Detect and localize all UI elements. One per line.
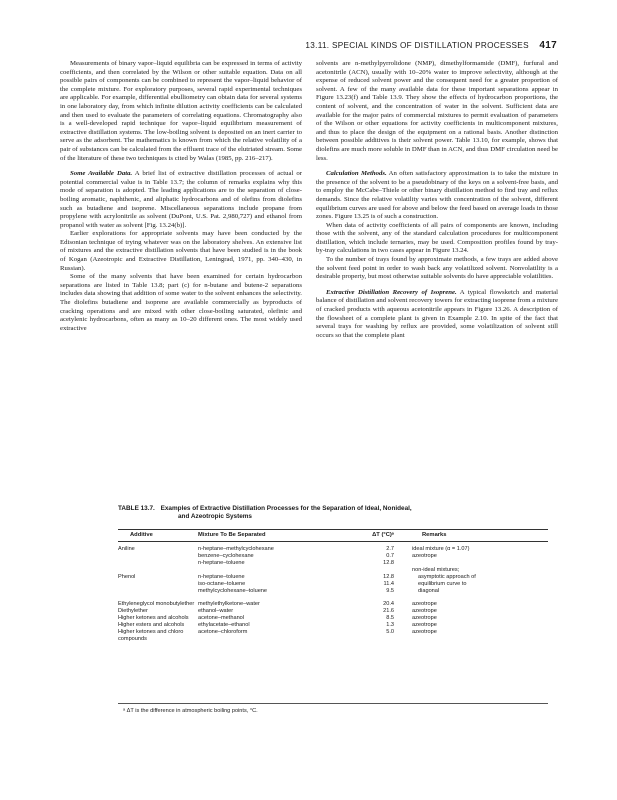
mixture-cell: methylethylketone–water: [198, 600, 260, 607]
remark-cell: azeotrope: [412, 628, 437, 635]
table-header-row: [118, 530, 548, 542]
left-column: [60, 60, 302, 333]
dt-cell: 21.6: [383, 607, 394, 614]
remark-cell: [412, 560, 548, 567]
table-row: [118, 567, 548, 574]
remark-cell: azeotrope: [412, 607, 437, 614]
data-table: [118, 529, 548, 643]
mixture-cell: n-heptane–methylcyclohexane: [198, 545, 274, 552]
running-title: 13.11. SPECIAL KINDS OF DISTILLATION PROCESSES: [305, 41, 529, 50]
page-number: 417: [539, 40, 557, 51]
table-row: [118, 608, 548, 615]
dt-cell: 11.4: [383, 580, 394, 587]
remark-cell: equilibrium curve to: [418, 580, 467, 587]
mixture-cell: iso-octane–toluene: [198, 580, 246, 587]
column-header: Mixture To Be Separated: [198, 530, 346, 542]
dt-cell: 0.7: [386, 552, 394, 559]
paragraph-text: A typical flowsketch and material balance of distillation and solvent recovery towers for extracting isoprene from a mixture of cracked products with aqueous acetonitrile appears in Figure 13.26. A description of the flowsheet of a complete plant is given in Example 2.10. In spite of the fact that several trays for washing by reflux are provided, some volatilization of solvent still occurs so that the complete plant: [316, 288, 558, 339]
table-row: [118, 546, 548, 553]
remark-cell: azeotrope: [412, 621, 437, 628]
additive-cell: Phenol: [118, 573, 136, 580]
mixture-cell: benzene–cyclohexane: [198, 552, 254, 559]
table-row: [118, 553, 548, 560]
paragraph: Earlier explorations for appropriate solvents may have been conducted by the Edisonian technique of trying whatever was on the laboratory shelves. An extensive list of mixtures and the extractive distillation solvents that have been studied is in the book of Kogan (Azeotropic and Extractive Distillation, Leningrad, 1971, pp. 340–430, in Russian).: [60, 230, 302, 272]
table-rule: [118, 703, 548, 704]
paragraph: [316, 170, 558, 222]
mixture-cell: methylcyclohexane–toluene: [198, 587, 268, 594]
column-header: Additive: [118, 530, 198, 542]
remark-cell: asymptotic approach of: [418, 573, 476, 580]
table-footnote: ᵃ ΔT is the difference in atmospheric boiling points, °C.: [123, 708, 258, 714]
running-header: [60, 40, 557, 51]
table-row: [118, 629, 548, 643]
paragraph: When data of activity coefficients of all pairs of components are known, including those with the solvent, any of the standard calculation procedures for multicomponent distillation, which include ternaries, may be used. Composition profiles found by tray-by-tray calculations in two cases appear in Figure 13.24.: [316, 221, 558, 255]
table-title-line2: and Azeotropic Systems: [178, 513, 252, 520]
table-row: [118, 588, 548, 595]
dt-cell: 9.5: [386, 587, 394, 594]
paragraph-text: An often satisfactory approximation is to take the mixture in the presence of the solvent to be a pseudobinary of the keys on a solvent-free basis, and to employ the McCabe–Thiele or other binary distillation method to find tray and reflux demands. Since the relative volatility varies with concentration of the solvent, different equilibrium curves are used for above and below the feed based on average loads in those zones. Figure 13.25 is of such a construction.: [316, 170, 558, 221]
remark-cell: azeotrope: [412, 614, 437, 621]
table-row: [118, 560, 548, 567]
paragraph: solvents are n-methylpyrrolidone (NMP), dimethylformamide (DMF), furfural and acetonitrile (ACN), usually with 10–20% water to improve selectivity, although at the expense of reduced solvent power and the consequent need for a greater proportion of solvent. A few of the many available data for these important separations appear in Figure 13.23(f) and Table 13.9. They show the effects of hydrocarbon proportions, the content of solvent, and the concentration of water in the solvent. Sufficient data are available for the major pairs of commercial mixtures to permit evaluation of parameters of the Wilson or other equations for activity coefficients in multicomponent mixtures, and thus to place the design of the equipment on a rational basis. Another distinction between possible additives is their solvent power. Table 13.10, for example, shows that diolefins are much more soluble in DMF than in ACN, and thus DMF circulation need be less.: [316, 60, 558, 162]
additive-cell: Diethylether: [118, 607, 148, 614]
table-number: TABLE 13.7.: [118, 505, 155, 512]
remark-cell: diagonal: [418, 587, 440, 594]
remark-cell: ideal mixture (α = 1.07): [412, 545, 470, 552]
run-in-heading: Calculation Methods.: [326, 170, 387, 178]
paragraph: [316, 289, 558, 341]
mixture-cell: acetone–chloroform: [198, 628, 248, 635]
mixture-cell: n-heptane–toluene: [198, 559, 245, 566]
paragraph-text: A brief list of extractive distillation processes of actual or potential commercial value is in Table 13.7; the column of remarks explains why this mode of separation is adopted. The leading applications are to the separation of close-boiling aromatic, naphthenic, and aliphatic hydrocarbons and of olefins from diolefins such as butadiene and isoprene. Miscellaneous separations include propane from propylene with acrylonitrile as solvent (DuPont, U.S. Pat. 2,980,727) and ethanol from propanol with water as solvent [Fig. 13.24(b)].: [60, 170, 302, 229]
table-caption: [118, 505, 548, 521]
column-header: Remarks: [412, 530, 548, 542]
remark-cell: non-ideal mixtures;: [412, 566, 460, 573]
dt-cell: 12.8: [383, 559, 394, 566]
paragraph: Measurements of binary vapor–liquid equilibria can be expressed in terms of activity coefficients, and then correlated by the Wilson or other suitable equation. Data on all possible pairs of components can be combined to represent the vapor–liquid behavior of the complete mixture. For exploratory purposes, several rapid experimental techniques are applicable. For example, differential ebulliometry can obtain data for several systems in one laboratory day, from which infinite dilution activity coefficients can be calculated and then used to evaluate the parameters of correlating equations. Chromatography also is a well-developed rapid technique for vapor–liquid equilibrium measurement of extractive distillation systems. The low-boiling solvent is deposited on an inert carrier to serve as the adsorbent. The mathematics is known from which the relative volatility of a pair of substances can be calculated from the effluent trace of the elutriated stream. Some of the literature of these two techniques is cited by Walas (1985, pp. 216–217).: [60, 60, 302, 162]
mixture-cell: ethanol–water: [198, 607, 234, 614]
run-in-heading: Some Available Data.: [70, 170, 133, 178]
table-row: [118, 595, 548, 608]
additive-cell: Higher esters and alcohols: [118, 621, 185, 628]
dt-cell: 12.8: [383, 573, 394, 580]
additive-cell: Ethyleneglycol monobutylether: [118, 600, 195, 607]
table-row: [118, 574, 548, 581]
table-title-line1: Examples of Extractive Distillation Processes for the Separation of Ideal, Nonideal,: [160, 505, 412, 512]
mixture-cell: ethylacetate–ethanol: [198, 621, 250, 628]
table-row: [118, 622, 548, 629]
paragraph: To the number of trays found by approximate methods, a few trays are added above the solvent feed point in order to wash back any volatilized solvent. Nonvolatility is a desirable property, but most otherwise suitable solvents do have appreciable volatilities.: [316, 256, 558, 281]
remark-cell: azeotrope: [412, 600, 437, 607]
mixture-cell: n-heptane–toluene: [198, 573, 245, 580]
table-row: [118, 581, 548, 588]
additive-cell: Higher ketones and chloro compounds: [118, 628, 184, 642]
run-in-heading: Extractive Distillation Recovery of Isoprene.: [326, 288, 457, 296]
dt-cell: 20.4: [383, 600, 394, 607]
additive-cell: Aniline: [118, 545, 135, 552]
additive-cell: Higher ketones and alcohols: [118, 614, 189, 621]
remark-cell: azeotrope: [412, 552, 437, 559]
mixture-cell: acetone–methanol: [198, 614, 245, 621]
paragraph: [60, 170, 302, 230]
dt-cell: 5.0: [386, 628, 394, 635]
table-row: [118, 615, 548, 622]
dt-cell: 1.3: [386, 621, 394, 628]
right-column: [316, 60, 558, 340]
paragraph: Some of the many solvents that have been examined for certain hydrocarbon separations are listed in Table 13.8; part (c) for n-butane and butene-2 separations includes data showing that addition of some water to the solvent enhances the selectivity. The diolefins butadiene and isoprene are available commercially as byproducts of cracking operations and are mixed with other close-boiling saturated, olefinic and acetylenic hydrocarbons, often as many as 10–20 different ones. The most widely used extractive: [60, 273, 302, 332]
dt-cell: 2.7: [386, 545, 394, 552]
dt-cell: 8.5: [386, 614, 394, 621]
column-header: ΔT (°C)ᵃ: [346, 530, 412, 542]
